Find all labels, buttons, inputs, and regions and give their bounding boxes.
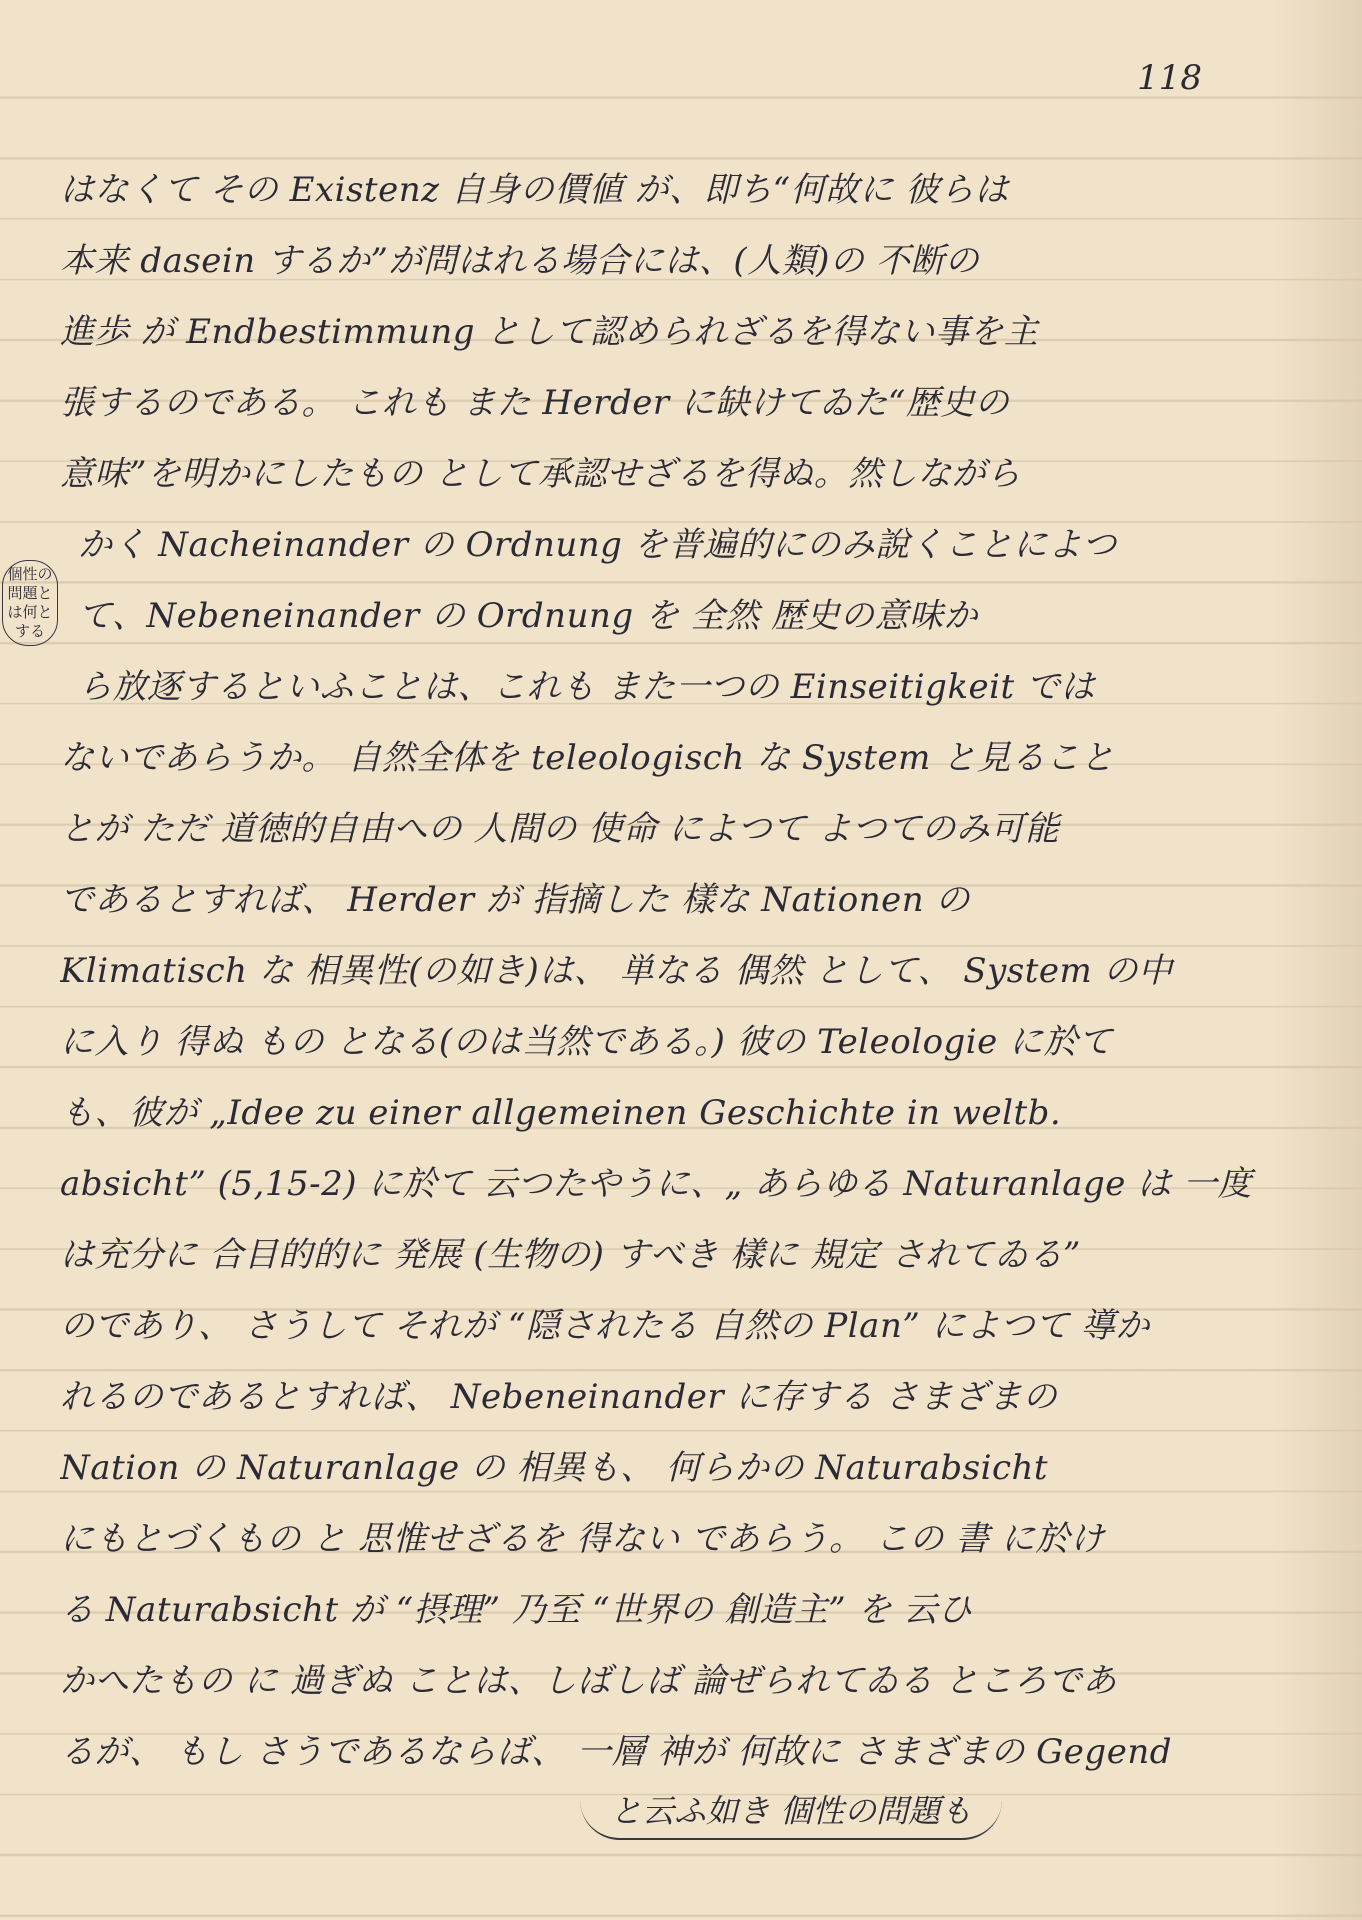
text-line-12: Klimatisch な 相異性(の如き)は、 単なる 偶然 として、 System の中 xyxy=(60,951,1173,991)
text-line-19: Nation の Naturanlage の 相異も、 何らかの Naturabsicht xyxy=(60,1448,1049,1488)
text-line-14: も、彼が „Idee zu einer allgemeinen Geschichte in weltb. xyxy=(60,1093,1062,1133)
text-line-23: るが、 もし さうであるならば、 一層 神が 何故に さまざまの Gegend xyxy=(60,1732,1172,1772)
text-line-5: 意味”を明かにしたもの として承認せざるを得ぬ。然しながら xyxy=(60,454,1021,494)
manuscript-text xyxy=(60,155,1260,1788)
page-number: 118 xyxy=(1137,58,1202,98)
text-line-9: ないであらうか。 自然全体を teleologisch な System と見ること xyxy=(60,738,1115,778)
text-line-3: 進歩 が Endbestimmung として認められざるを得ない事を主 xyxy=(60,312,1039,352)
text-line-4: 張するのである。 これも また Herder に缺けてゐた“歴史の xyxy=(60,383,1010,423)
text-line-15: absicht” (5,15-2) に於て 云つたやうに、„ あらゆる Naturanlage は 一度 xyxy=(60,1164,1252,1204)
text-line-2: 本来 dasein するか”が問はれる場合には、(人類)の 不断の xyxy=(60,241,980,281)
text-line-11: であるとすれば、 Herder が 指摘した 樣な Nationen の xyxy=(60,880,970,920)
paper-edge-shading xyxy=(1272,0,1362,1920)
text-line-16: は充分に 合目的的に 発展 (生物の) すべき 樣に 規定 されてゐる” xyxy=(60,1235,1081,1275)
text-line-21: る Naturabsicht が “摂理” 乃至 “世界の 創造主” を 云ひ xyxy=(60,1590,973,1630)
text-line-10: とが ただ 道徳的自由への 人間の 使命 によつて よつてのみ可能 xyxy=(60,809,1060,849)
text-line-20: にもとづくもの と 思惟せざるを 得ない であらう。 この 書 に於け xyxy=(60,1519,1105,1559)
text-line-6: かく Nacheinander の Ordnung を普遍的にのみ說くことによつ xyxy=(78,525,1117,565)
bottom-annotation: と云ふ如き 個性の問題も xyxy=(580,1780,1002,1840)
text-line-1: はなくて その Existenz 自身の價値 が、即ち“何故に 彼らは xyxy=(60,170,1009,210)
text-line-8: ら放逐するといふことは、これも また一つの Einseitigkeit では xyxy=(78,667,1096,707)
margin-note: 個性の問題とは何とする xyxy=(2,560,58,646)
text-line-7: て、Nebeneinander の Ordnung を 全然 歴史の意味か xyxy=(78,596,979,636)
text-line-22: かへたもの に 過ぎぬ ことは、しばしば 論ぜられてゐる ところであ xyxy=(60,1661,1117,1701)
text-line-17: のであり、 さうして それが “隠されたる 自然の Plan” によつて 導か xyxy=(60,1306,1150,1346)
text-line-18: れるのであるとすれば、 Nebeneinander に存する さまざまの xyxy=(60,1377,1058,1417)
text-line-13: に入り 得ぬ もの となる(のは当然である。) 彼の Teleologie に於て xyxy=(60,1022,1113,1062)
